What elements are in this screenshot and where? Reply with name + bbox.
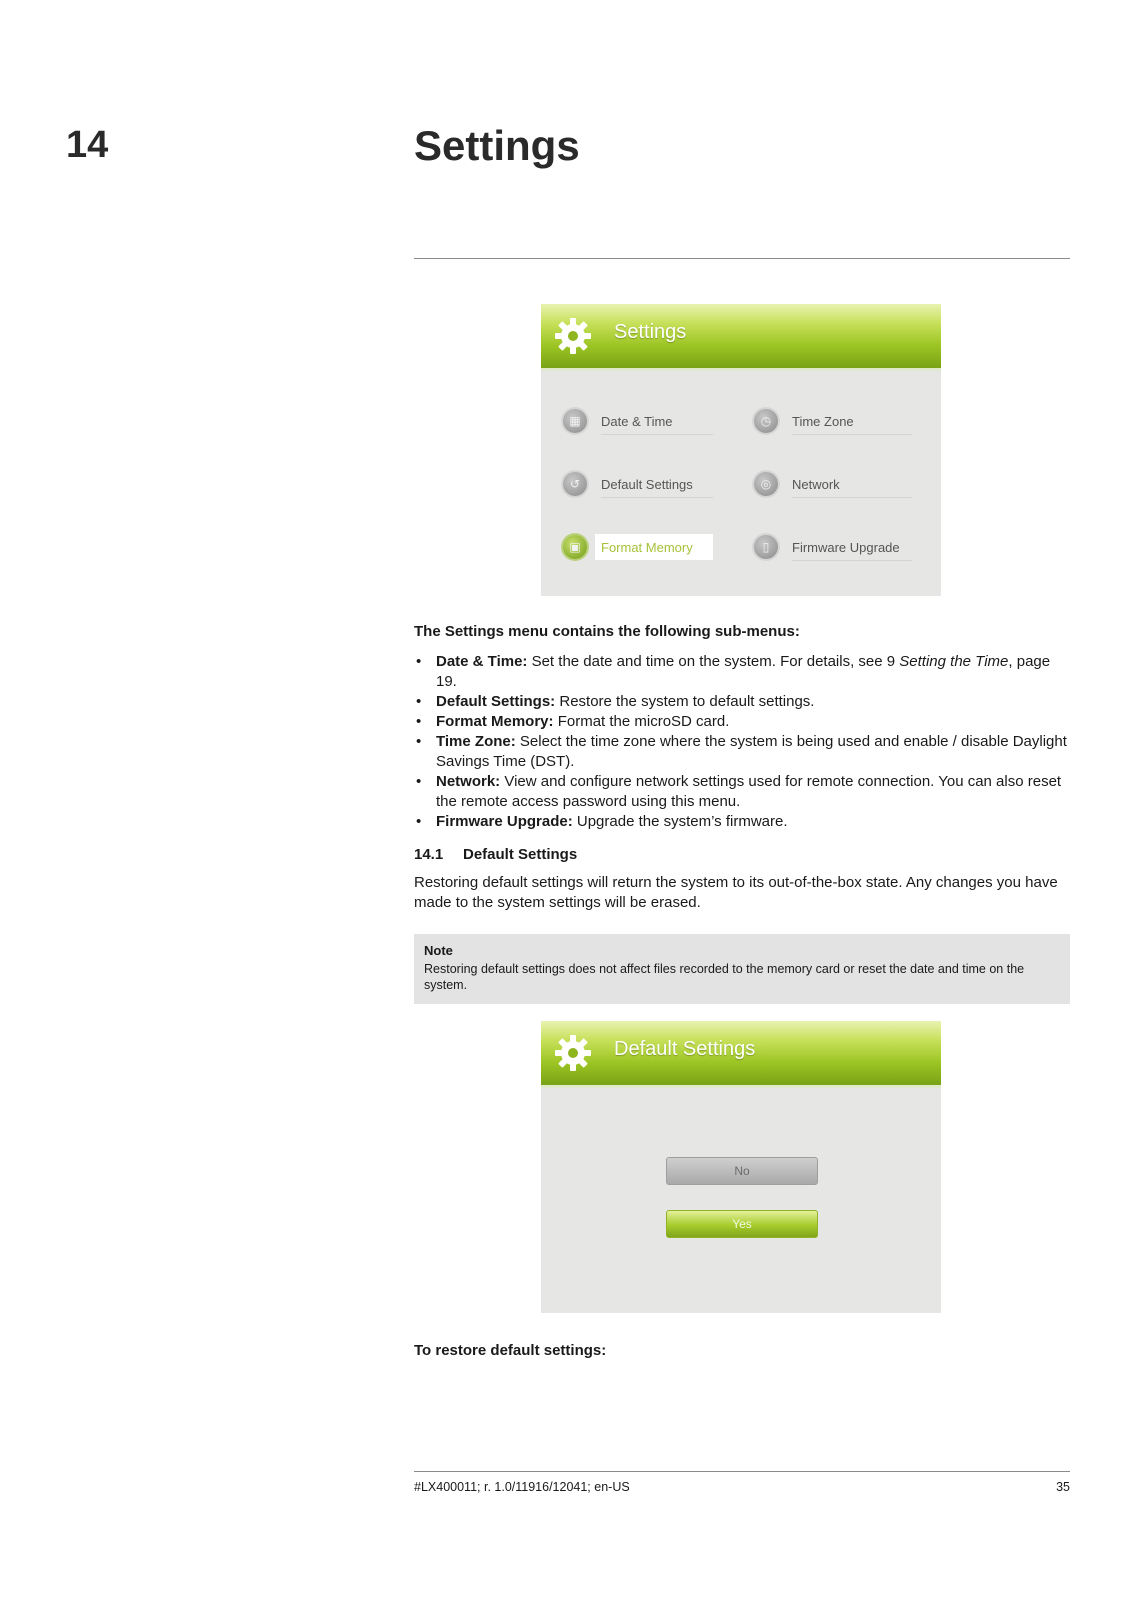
footer-doc-id: #LX400011; r. 1.0/11916/12041; en-US (414, 1480, 630, 1494)
section-number: 14.1 (414, 846, 444, 863)
memory-card-icon: ▣ (563, 535, 587, 559)
menu-item-firmware-upgrade[interactable] (754, 532, 912, 562)
note-body: Restoring default settings does not affect files recorded to the memory card or reset the date and time on the system. (424, 962, 1025, 992)
menu-item-label: Default Settings (601, 471, 713, 498)
trash-icon: ▯ (754, 535, 778, 559)
default-settings-screen-header (541, 1021, 941, 1088)
item-text: Restore the system to default settings. (555, 693, 815, 710)
calendar-icon: ▦ (563, 409, 587, 433)
item-text: Upgrade the system’s firmware. (572, 813, 788, 830)
section-body: Restoring default settings will return the system to its out-of-the-box state. Any changes you have made to the system settings will be erased. (414, 874, 1058, 911)
yes-button[interactable]: Yes (666, 1210, 818, 1238)
submenu-list (414, 652, 1070, 832)
note-title: Note (424, 943, 453, 958)
menu-item-date-time[interactable] (563, 406, 713, 436)
default-settings-screen-title: Default Settings (614, 1038, 756, 1060)
title-divider (414, 258, 1070, 259)
clock-icon: ◷ (754, 409, 778, 433)
settings-screen-header (541, 304, 941, 371)
page-number: 35 (1056, 1480, 1070, 1494)
globe-icon: ◎ (754, 472, 778, 496)
list-item (414, 712, 1070, 732)
item-text: Format the microSD card. (553, 713, 730, 730)
note-box (414, 934, 1070, 1004)
footer-divider (414, 1471, 1070, 1472)
list-item (414, 812, 1070, 832)
menu-item-default-settings[interactable] (563, 469, 713, 499)
gear-icon (553, 1033, 593, 1073)
menu-item-label: Firmware Upgrade (792, 534, 912, 561)
list-item (414, 652, 1070, 692)
settings-screenshot (541, 304, 941, 596)
item-term: Network: (436, 773, 501, 790)
item-term: Date & Time: (436, 653, 528, 670)
item-text: Select the time zone where the system is being used and enable / disable Daylight Savings Time (DST). (436, 733, 1067, 770)
item-text: View and configure network settings used for remote connection. You can also reset the remote access password using this menu. (436, 773, 1062, 810)
menu-item-label: Date & Time (601, 408, 713, 435)
item-term: Firmware Upgrade: (436, 813, 573, 830)
menu-item-label: Format Memory (595, 534, 713, 560)
section-title: Default Settings (463, 846, 578, 863)
section-heading (414, 846, 1070, 863)
menu-item-label: Time Zone (792, 408, 912, 435)
cross-reference-link[interactable]: Setting the Time (899, 653, 1009, 670)
item-text-after: , page 19. (436, 653, 1051, 690)
list-item (414, 772, 1070, 812)
submenu-section (414, 622, 1070, 913)
menu-item-format-memory[interactable] (563, 532, 713, 562)
list-item (414, 732, 1070, 772)
menu-item-time-zone[interactable] (754, 406, 912, 436)
item-text: Set the date and time on the system. For details, see 9 (527, 653, 900, 670)
chapter-title: Settings (414, 122, 580, 169)
no-button[interactable]: No (666, 1157, 818, 1185)
item-term: Format Memory: (436, 713, 554, 730)
restore-heading: To restore default settings: (414, 1342, 607, 1359)
settings-screen-title: Settings (614, 321, 687, 343)
item-term: Time Zone: (436, 733, 516, 750)
chapter-number: 14 (66, 124, 109, 166)
list-item (414, 692, 1070, 712)
item-term: Default Settings: (436, 693, 556, 710)
default-settings-screenshot (541, 1021, 941, 1313)
menu-item-label: Network (792, 471, 912, 498)
reset-icon: ↺ (563, 472, 587, 496)
menu-item-network[interactable] (754, 469, 912, 499)
gear-icon (553, 316, 593, 356)
submenu-intro: The Settings menu contains the following sub-menus: (414, 623, 800, 640)
